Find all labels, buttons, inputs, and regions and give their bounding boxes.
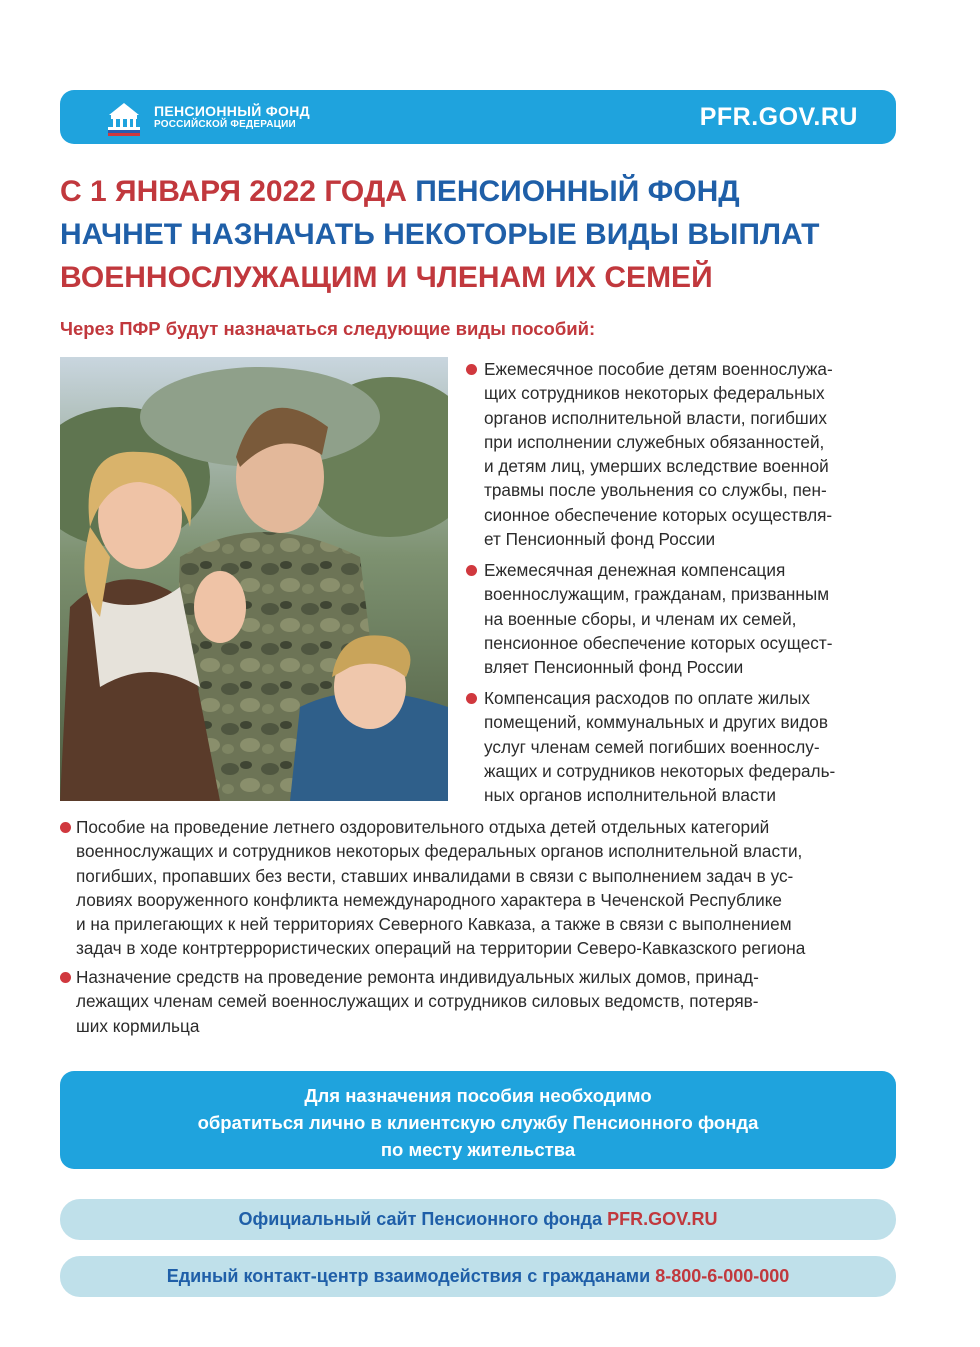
benefit-line: лежащих членам семей военнослужащих и сотрудников силовых ведомств, потеряв- [76, 991, 759, 1012]
benefit-line: вляет Пенсионный фонд России [484, 657, 744, 678]
bullet-dot-icon [466, 364, 477, 375]
benefit-line: погибших, пропавших без вести, ставших инвалидами в связи с выполнением задач в ус- [76, 865, 794, 886]
logo-subtitle: РОССИЙСКОЙ ФЕДЕРАЦИИ [154, 119, 296, 131]
website-pill [60, 1199, 896, 1240]
benefit-line: Пособие на проведение летнего оздоровительного отдыха детей отдельных категорий [76, 817, 770, 837]
benefit-line: пенсионное обеспечение которых осущест- [484, 632, 833, 653]
benefit-item-1 [466, 357, 906, 551]
benefit-line: военнослужащим, гражданам, призванным [484, 584, 830, 605]
contact-center-pill [60, 1256, 896, 1297]
website-label: Официальный сайт Пенсионного фонда [238, 1209, 603, 1229]
logo-title: ПЕНСИОННЫЙ ФОНД [154, 102, 310, 119]
benefits-subtitle: Через ПФР будут назначаться следующие виды пособий: [60, 318, 596, 339]
benefit-line: Назначение средств на проведение ремонта индивидуальных жилых домов, принад- [76, 967, 759, 987]
cta-line-2: обратиться лично в клиентскую службу Пенсионного фонда [197, 1112, 759, 1133]
pfr-emblem-icon [104, 98, 144, 136]
bullet-dot-icon [60, 822, 71, 833]
header-site-link[interactable]: PFR.GOV.RU [699, 102, 858, 131]
title-org: ПЕНСИОННЫЙ ФОНД [415, 175, 740, 208]
bullet-dot-icon [466, 565, 477, 576]
header-bar [60, 90, 896, 144]
benefit-line: и на прилегающих к ней территориях Северного Кавказа, а также в связи с выполнением [76, 914, 792, 935]
benefit-item-4 [60, 815, 920, 961]
bullet-dot-icon [466, 693, 477, 704]
benefit-line: Компенсация расходов по оплате жилых [484, 688, 811, 708]
website-link[interactable]: PFR.GOV.RU [607, 1209, 718, 1229]
page-title [60, 170, 920, 299]
cta-line-1: Для назначения пособия необходимо [304, 1085, 652, 1106]
benefit-item-3 [466, 686, 906, 807]
benefit-line: услуг членам семей погибших военнослу- [484, 736, 820, 757]
benefit-line: военнослужащих и сотрудников некоторых федеральных органов исполнительной власти, [76, 841, 803, 862]
title-line2: НАЧНЕТ НАЗНАЧАТЬ НЕКОТОРЫЕ ВИДЫ ВЫПЛАТ [60, 218, 820, 251]
benefit-line: сионное обеспечение которых осуществля- [484, 504, 833, 525]
benefit-line: при исполнении служебных обязанностей, [484, 431, 825, 452]
cta-line-3: по месту жительства [380, 1139, 576, 1160]
bullet-dot-icon [60, 972, 71, 983]
pfr-logo [104, 98, 310, 136]
benefit-line: органов исполнительной власти, погибших [484, 407, 827, 428]
benefit-line: ных органов исполнительной власти [484, 785, 777, 806]
benefit-line: ет Пенсионный фонд России [484, 529, 716, 550]
contact-center-label: Единый контакт-центр взаимодействия с гражданами [166, 1266, 651, 1286]
title-date: С 1 ЯНВАРЯ 2022 ГОДА [60, 175, 407, 208]
benefit-line: травмы после увольнения со службы, пен- [484, 480, 827, 501]
benefit-line: щих сотрудников некоторых федеральных [484, 383, 825, 404]
benefit-item-5 [60, 965, 920, 1038]
benefit-item-2 [466, 558, 906, 679]
benefit-line: помещений, коммунальных и других видов [484, 712, 828, 733]
benefit-line: ловиях вооруженного конфликта немеждународного характера в Чеченской Республике [76, 889, 782, 910]
benefit-line: жащих и сотрудников некоторых федераль- [484, 760, 836, 781]
benefit-line: Ежемесячное пособие детям военнослужа- [484, 359, 833, 379]
phone-number-link[interactable]: 8-800-6-000-000 [655, 1266, 790, 1286]
cta-box [60, 1071, 896, 1169]
military-family-photo-icon [60, 357, 448, 801]
benefit-line: задач в ходе контртеррористических операций на территории Северо-Кавказского региона [76, 938, 806, 959]
benefit-line: ших кормильца [76, 1015, 200, 1036]
benefit-line: Ежемесячная денежная компенсация [484, 560, 786, 580]
benefit-line: на военные сборы, и членам их семей, [484, 608, 797, 629]
family-photo [60, 357, 448, 801]
benefit-line: и детям лиц, умерших вследствие военной [484, 456, 829, 477]
title-line3: ВОЕННОСЛУЖАЩИМ И ЧЛЕНАМ ИХ СЕМЕЙ [60, 261, 713, 294]
